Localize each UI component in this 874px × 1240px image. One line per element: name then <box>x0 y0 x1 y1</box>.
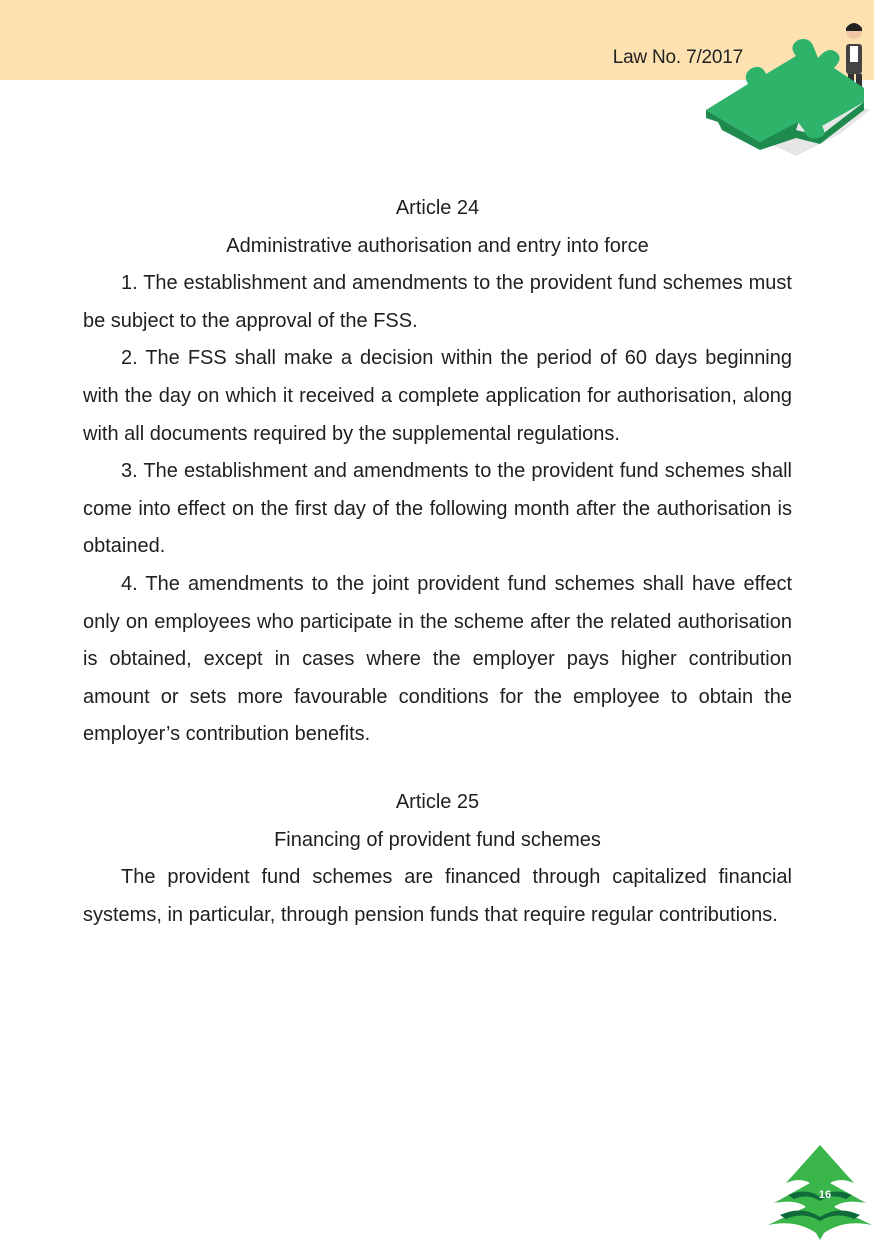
section-spacer <box>83 754 792 784</box>
article-24-paragraph-1: 1. The establishment and amendments to the provident fund schemes must be subject to the approval of the FSS. <box>83 272 792 332</box>
article-24-title: Administrative authorisation and entry into force <box>226 234 649 257</box>
article-24-number: Article 24 <box>395 197 480 219</box>
document-body <box>83 190 792 934</box>
law-title: Law No. 7/2017 <box>612 47 743 68</box>
article-25-number: Article 25 <box>395 790 480 813</box>
article-25-title: Financing of provident fund schemes <box>274 828 601 851</box>
article-24-paragraph-3: 3. The establishment and amendments to the provident fund schemes shall come into effect on the first day of the following month after the authorisation is obtained. <box>83 460 792 558</box>
article-24-paragraph-2: 2. The FSS shall make a decision within the period of 60 days beginning with the day on which it received a complete application for authorisation, along with all documents required by the supplemental regulations. <box>83 347 792 445</box>
puzzle-piece-icon <box>700 18 874 158</box>
page-number: 16 <box>818 1189 832 1201</box>
article-25-paragraph-1: The provident fund schemes are financed through capitalized financial systems, in particular, through pension funds that require regular contributions. <box>83 866 792 926</box>
article-24-paragraph-4: 4. The amendments to the joint provident fund schemes shall have effect only on employees who participate in the scheme after the related authorisation is obtained, except in cases where the employer pays higher contribution amount or sets more favourable conditions for the employee to obtain the employer’s contribution benefits. <box>83 572 792 746</box>
